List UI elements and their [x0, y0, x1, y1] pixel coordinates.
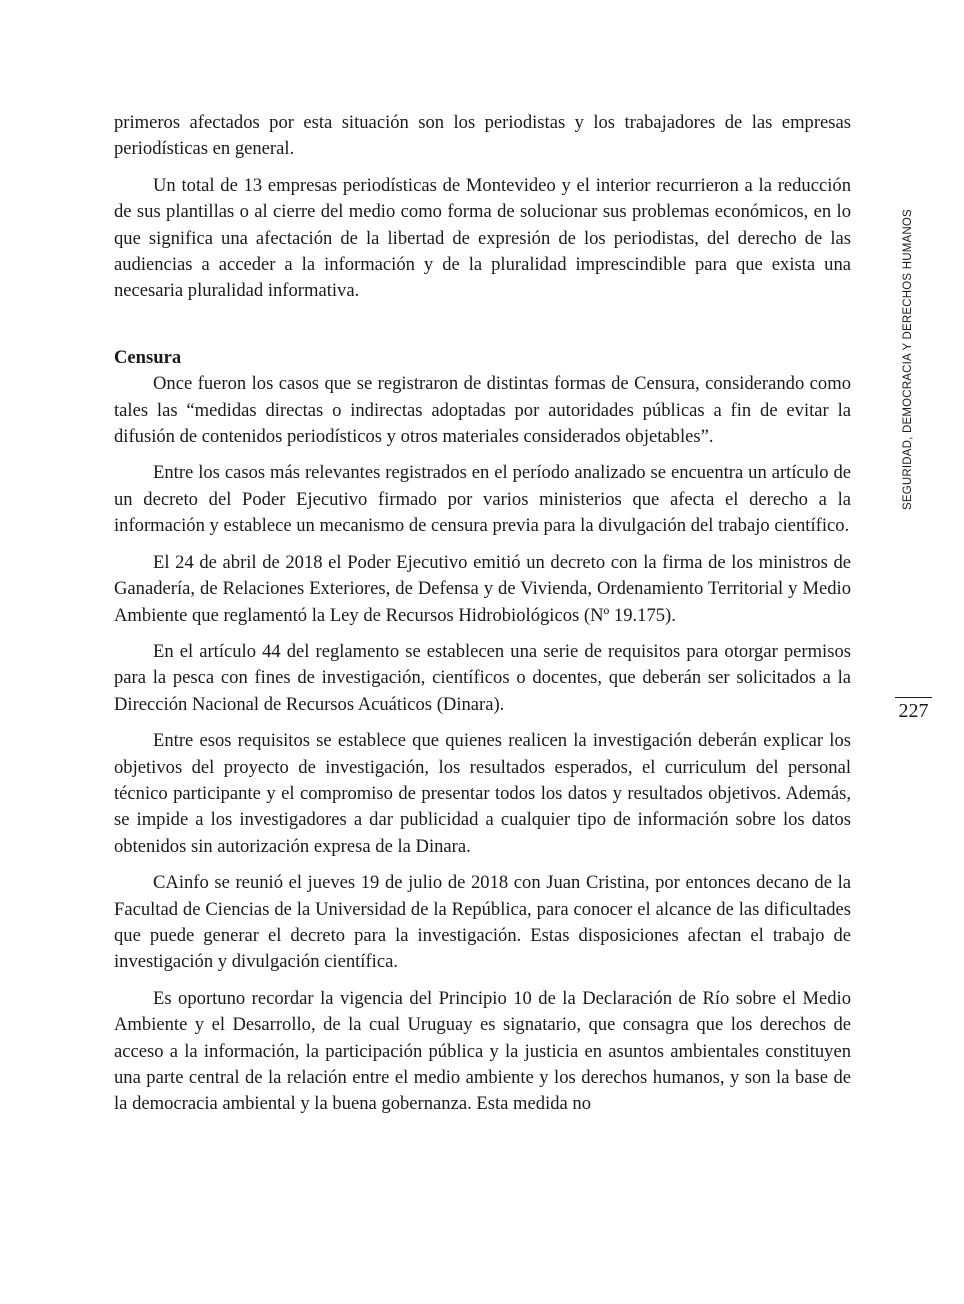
paragraph: Once fueron los casos que se registraron de distintas formas de Censura, considerando como tales las “medidas directas o indirectas adoptadas por autoridades públicas a fin de evitar la difusión de contenidos periodísticos y otros materiales considerados objetables”. — [114, 373, 851, 448]
page-number: 227 — [898, 700, 929, 722]
paragraph-continuation: primeros afectados por esta situación son los periodistas y los trabajadores de las empresas periodísticas en general. — [114, 112, 851, 160]
running-head: SEGURIDAD, DEMOCRACIA Y DERECHOS HUMANOS — [902, 209, 914, 510]
paragraph: Entre los casos más relevantes registrados en el período analizado se encuentra un artículo de un decreto del Poder Ejecutivo firmado por varios ministerios que afecta el derecho a la información y establece un mecanismo de censura previa para la divulgación del trabajo científico. — [114, 462, 851, 537]
paragraph: En el artículo 44 del reglamento se establecen una serie de requisitos para otorgar permisos para la pesca con fines de investigación, científicos o docentes, que deberán ser solicitados a la Dirección Nacional de Recursos Acuáticos (Dinara). — [114, 640, 851, 715]
page-number-rule — [895, 697, 932, 698]
body-text — [114, 110, 851, 1118]
paragraph: El 24 de abril de 2018 el Poder Ejecutivo emitió un decreto con la firma de los ministros de Ganadería, de Relaciones Exteriores, de Defensa y de Vivienda, Ordenamiento Territorial y Medio Ambiente que reglamentó la Ley de Recursos Hidrobiológicos (Nº 19.175). — [114, 551, 851, 626]
paragraph: Es oportuno recordar la vigencia del Principio 10 de la Declaración de Río sobre el Medio Ambiente y el Desarrollo, de la cual Uruguay es signatario, que consagra que los derechos de acceso a la información, la participación pública y la justicia en asuntos ambientales constituyen una parte central de la relación entre el medio ambiente y los derechos humanos, y son la base de la democracia ambiental y la buena gobernanza. Esta medida no — [114, 987, 851, 1115]
paragraph: Entre esos requisitos se establece que quienes realicen la investigación deberán explicar los objetivos del proyecto de investigación, los resultados esperados, el curriculum del personal técnico participante y el compromiso de presentar todos los datos y resultados objetivos. Además, se impide a los investigadores a dar publicidad a cualquier tipo de información sobre los datos obtenidos sin autorización expresa de la Dinara. — [114, 730, 851, 857]
paragraph: Un total de 13 empresas periodísticas de Montevideo y el interior recurrieron a la reducción de sus plantillas o al cierre del medio como forma de solucionar sus problemas económicos, en lo que significa una afectación de la libertad de expresión de los periodistas, del derecho de las audiencias a acceder a la información y de la pluralidad imprescindible para que exista una necesaria pluralidad informativa. — [114, 174, 851, 302]
paragraph: CAinfo se reunió el jueves 19 de julio de 2018 con Juan Cristina, por entonces decano de la Facultad de Ciencias de la Universidad de la República, para conocer el alcance de las dificultades que puede generar el decreto para la investigación. Estas disposiciones afectan el trabajo de investigación y divulgación científica. — [114, 872, 851, 973]
section-heading: Censura — [114, 346, 182, 368]
